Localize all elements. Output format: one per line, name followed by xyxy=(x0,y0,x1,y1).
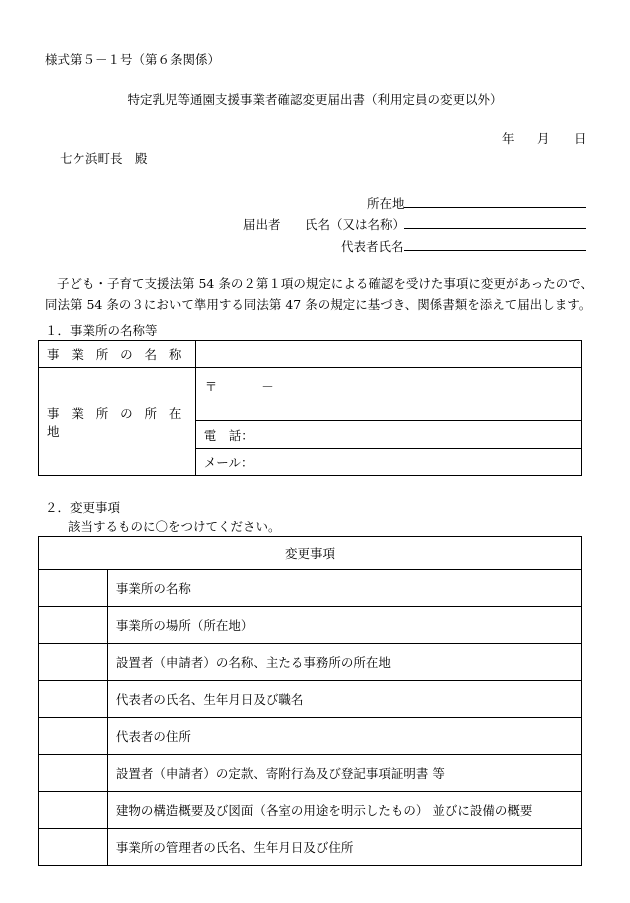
section2-instruction: 該当するものに〇をつけてください。 xyxy=(68,519,281,534)
date-year-label: 年 xyxy=(502,131,515,146)
change-item-2: 事業所の場所（所在地） xyxy=(107,607,581,644)
change-item-7: 建物の構造概要及び図面（各室の用途を明示したもの） 並びに設備の概要 xyxy=(107,792,581,829)
representative-label: 代表者氏名 xyxy=(341,239,404,254)
mark-cell-3[interactable] xyxy=(39,644,108,681)
change-item-8: 事業所の管理者の氏名、生年月日及び住所 xyxy=(107,829,581,866)
change-item-3: 設置者（申請者）の名称、主たる事務所の所在地 xyxy=(107,644,581,681)
page-title: 特定乳児等通園支援事業者確認変更届出書（利用定員の変更以外） xyxy=(127,92,503,107)
facility-name-label: 事業所の名称 xyxy=(39,341,196,368)
name-label: 氏名（又は名称） xyxy=(305,217,406,232)
mark-cell-2[interactable] xyxy=(39,607,108,644)
change-item-5: 代表者の住所 xyxy=(107,718,581,755)
postal-dash: － xyxy=(261,379,274,394)
mark-cell-7[interactable] xyxy=(39,792,108,829)
phone-label: 電 話： xyxy=(203,427,254,443)
section2-heading: ２．変更事項 xyxy=(45,500,121,515)
representative-line[interactable] xyxy=(404,250,586,251)
intro-line-2: 同法第 54 条の３において準用する同法第 47 条の規定に基づき、関係書類を添えて届出します。 xyxy=(45,297,592,312)
date-month-label: 月 xyxy=(537,131,550,146)
change-table-header: 変更事項 xyxy=(39,537,582,570)
phone-field[interactable] xyxy=(195,421,581,449)
change-items-table xyxy=(38,536,582,866)
change-item-4: 代表者の氏名、生年月日及び職名 xyxy=(107,681,581,718)
section1-heading: １．事業所の名称等 xyxy=(45,323,158,338)
mark-cell-5[interactable] xyxy=(39,718,108,755)
change-item-1: 事業所の名称 xyxy=(107,570,581,607)
facility-location-label: 事業所の所在地 xyxy=(39,368,196,476)
email-field[interactable] xyxy=(195,449,581,476)
address-label: 所在地 xyxy=(367,196,405,211)
form-number: 様式第５－１号（第６条関係） xyxy=(45,52,221,67)
name-line[interactable] xyxy=(404,228,586,229)
email-label: メール： xyxy=(203,455,254,470)
mark-cell-8[interactable] xyxy=(39,829,108,866)
postal-address-field[interactable] xyxy=(195,368,581,421)
notifier-label: 届出者 xyxy=(243,217,281,232)
mark-cell-4[interactable] xyxy=(39,681,108,718)
facility-table xyxy=(38,340,582,476)
mark-cell-1[interactable] xyxy=(39,570,108,607)
postal-mark: 〒 xyxy=(204,379,218,394)
address-line[interactable] xyxy=(404,207,586,208)
change-item-6: 設置者（申請者）の定款、寄附行為及び登記事項証明書 等 xyxy=(107,755,581,792)
date-day-label: 日 xyxy=(574,131,587,146)
mark-cell-6[interactable] xyxy=(39,755,108,792)
recipient: 七ケ浜町長 殿 xyxy=(60,151,148,166)
intro-line-1: 子ども・子育て支援法第 54 条の２第１項の規定による確認を受けた事項に変更があったので、 xyxy=(57,276,593,291)
facility-name-field[interactable] xyxy=(195,341,581,368)
